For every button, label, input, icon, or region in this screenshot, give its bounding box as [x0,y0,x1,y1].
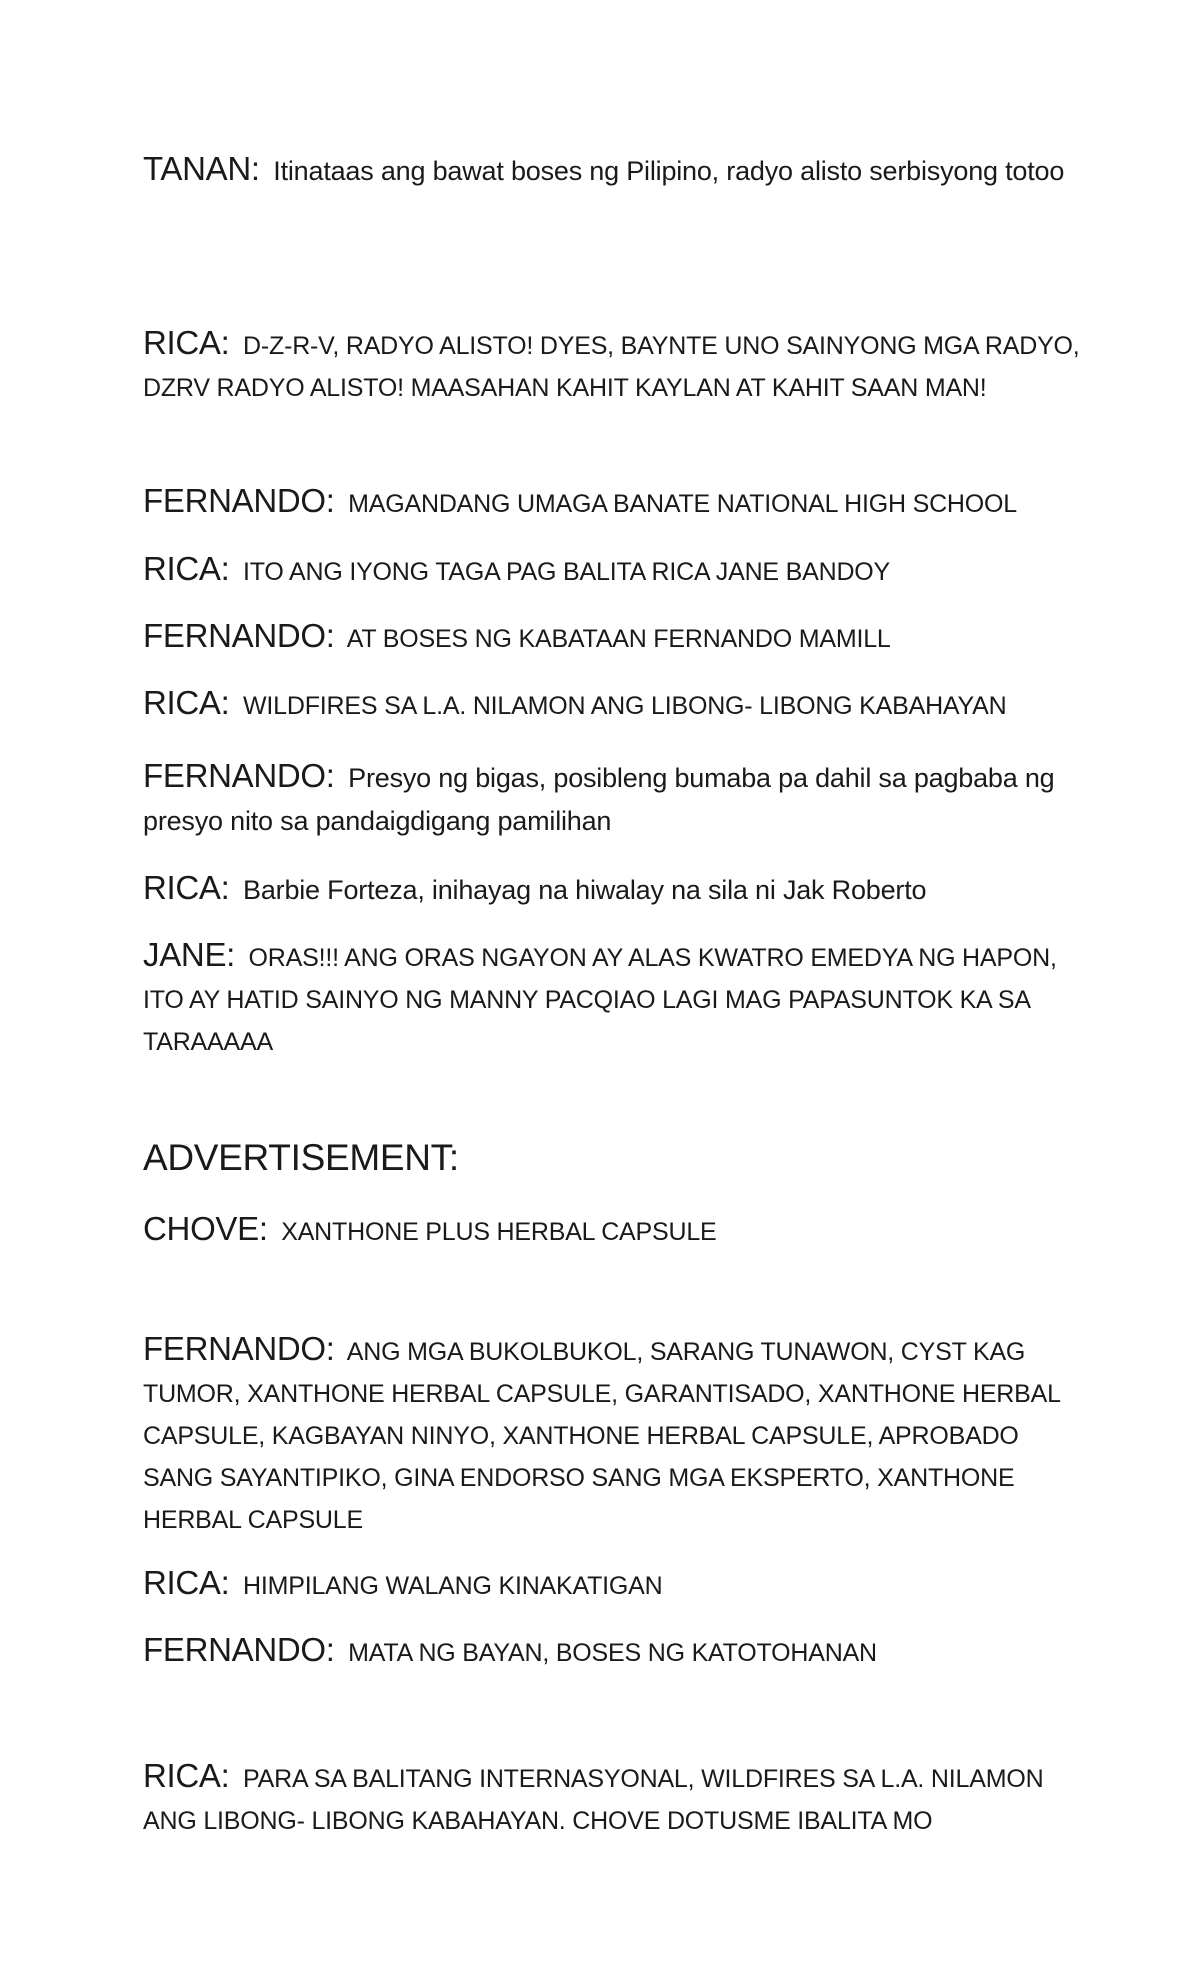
speaker-colon: : [325,482,335,519]
script-line-rica [143,322,1083,409]
speech-text: PARA SA BALITANG INTERNASYONAL, WILDFIRES SA L.A. NILAMON ANG LIBONG- LIBONG KABAHAYAN. CHOVE DOTUSME IBALITA MO [143,1765,1044,1835]
speaker-name: FERNANDO [143,1330,326,1367]
speech-text: Presyo ng bigas, posibleng bumaba pa dahil sa pagbaba ng presyo nito sa pandaigdigang pamilihan [143,763,1055,836]
speaker-colon: : [220,1757,230,1794]
speech-text: Barbie Forteza, inihayag na hiwalay na sila ni Jak Roberto [243,875,927,905]
speech-text: ORAS!!! ANG ORAS NGAYON AY ALAS KWATRO EMEDYA NG HAPON, ITO AY HATID SAINYO NG MANNY PACQIAO LAGI MAG PAPASUNTOK KA SA TARAAAAA [143,944,1057,1056]
speech-text: AT BOSES NG KABATAAN FERNANDO MAMILL [346,625,891,653]
script-line-rica [143,1562,1083,1607]
speaker-colon: : [325,617,335,654]
script-line-chove [143,1208,1083,1253]
speaker-colon: : [220,324,230,361]
speech-text: D-Z-R-V, RADYO ALISTO! DYES, BAYNTE UNO SAINYONG MGA RADYO, DZRV RADYO ALISTO! MAASAHAN KAHIT KAYLAN AT KAHIT SAAN MAN! [143,332,1080,402]
speaker-name: FERNANDO [143,1631,326,1668]
script-line-rica [143,1755,1083,1842]
script-line-rica [143,867,1083,912]
speech-text: Itinataas ang bawat boses ng Pilipino, radyo alisto serbisyong totoo [273,156,1065,186]
speaker-colon: : [226,936,236,973]
speaker-colon: : [220,684,230,721]
script-line-tanan [143,148,1083,193]
advertisement-heading: ADVERTISEMENT: [143,1137,459,1178]
speaker-name: FERNANDO [143,617,326,654]
speech-text: WILDFIRES SA L.A. NILAMON ANG LIBONG- LIBONG KABAHAYAN [243,692,1007,720]
speaker-colon: : [325,1631,335,1668]
speech-text: ITO ANG IYONG TAGA PAG BALITA RICA JANE BANDOY [243,558,891,586]
speaker-name: RICA [143,684,221,721]
script-line-jane [143,934,1083,1063]
speaker-colon: : [220,550,230,587]
speaker-colon: : [325,757,335,794]
script-line-fernando [143,1629,1083,1674]
script-line-fernando [143,755,1083,843]
speaker-name: RICA [143,550,221,587]
speaker-name: RICA [143,324,221,361]
script-line-rica [143,548,1083,593]
speaker-name: CHOVE [143,1210,259,1247]
speaker-colon: : [258,1210,268,1247]
speaker-name: FERNANDO [143,757,326,794]
speech-text: ANG MGA BUKOLBUKOL, SARANG TUNAWON, CYST KAG TUMOR, XANTHONE HERBAL CAPSULE, GARANTISADO, XANTHONE HERBAL CAPSULE, KAGBAYAN NINYO, XANTHONE HERBAL CAPSULE, APROBADO SANG SAYANTIPIKO, GINA ENDORSO SANG MGA EKSPERTO, XANTHONE HERBAL CAPSULE [143,1338,1060,1534]
speaker-colon: : [220,869,230,906]
speaker-name: TANAN [143,150,251,187]
speaker-colon: : [250,150,260,187]
speech-text: MATA NG BAYAN, BOSES NG KATOTOHANAN [348,1639,877,1667]
speaker-colon: : [220,1564,230,1601]
speech-text: XANTHONE PLUS HERBAL CAPSULE [281,1218,717,1246]
speaker-colon: : [325,1330,335,1367]
script-line-fernando [143,480,1083,525]
script-line-fernando [143,1328,1083,1541]
speaker-name: RICA [143,1757,221,1794]
speech-text: HIMPILANG WALANG KINAKATIGAN [243,1572,663,1600]
script-line-rica [143,682,1083,727]
speaker-name: JANE [143,936,227,973]
speaker-name: RICA [143,1564,221,1601]
speaker-name: RICA [143,869,221,906]
speech-text: MAGANDANG UMAGA BANATE NATIONAL HIGH SCHOOL [348,490,1017,518]
speaker-name: FERNANDO [143,482,326,519]
script-line-fernando [143,615,1083,660]
